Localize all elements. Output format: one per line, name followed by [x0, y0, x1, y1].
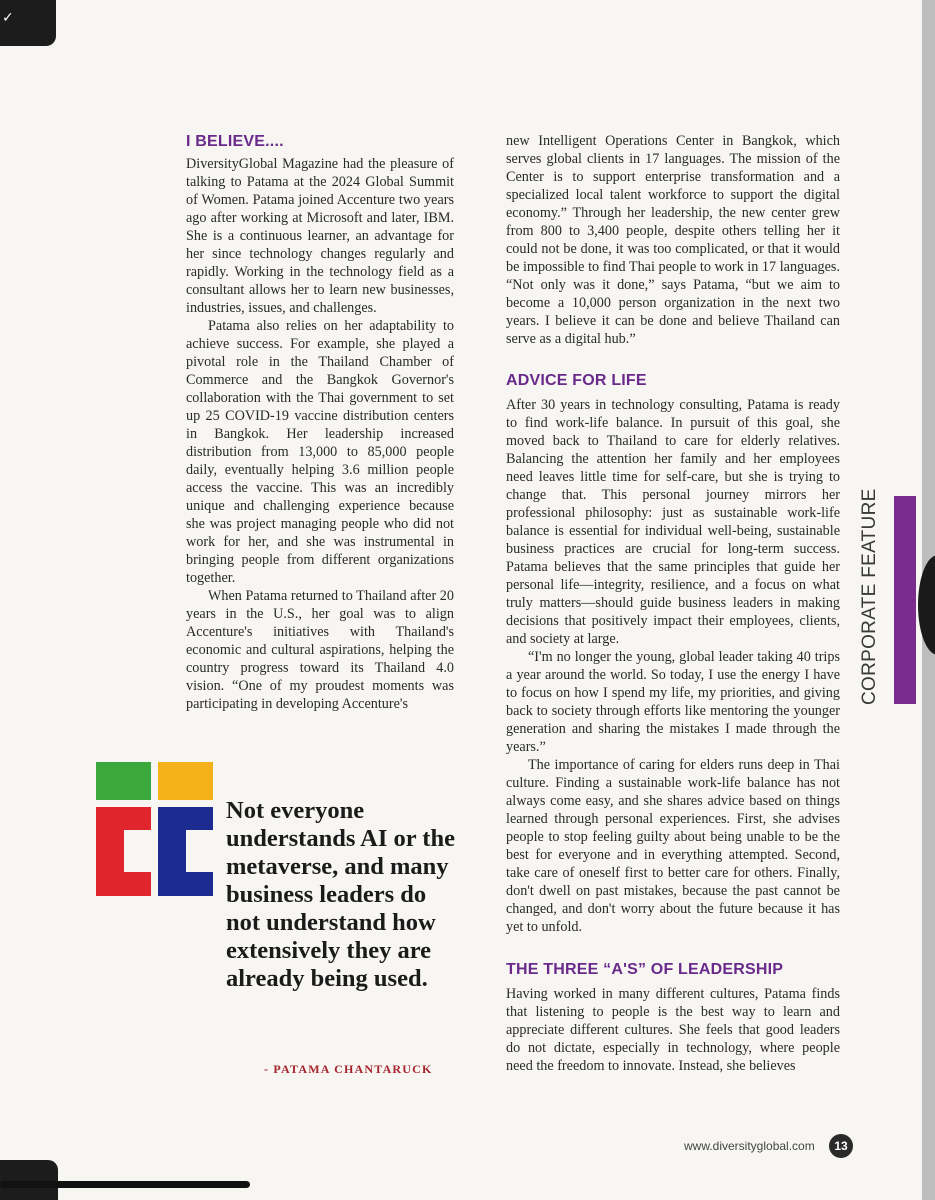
pull-quote-text: Not everyone understands AI or the metaverse, and many business leaders do not understand how extensively they are already being used.: [226, 797, 455, 992]
paragraph: Having worked in many different cultures, Patama finds that listening to people is the best way to learn and appreciate different cultures. She feels that good leaders do not dictate, especially in technology, where people need the freedom to innovate. Instead, she believes: [506, 986, 840, 1074]
paragraph: After 30 years in technology consulting, Patama is ready to find work-life balance. In pursuit of this goal, she moved back to Thailand to care for elderly relatives. Balancing the attention her family and her employees need leaves little time for self-care, but she is trying to change that. This personal journey mirrors her professional philosophy: just as sustainable work-life balance is essential for individual well-being, sustainable business practices are crucial for long-term success. Patama believes that the same principles that guide her personal life—integrity, resilience, and a focus on what truly matters—should guide business leaders in making decisions that positively impact their employees, clients, and society at large.: [506, 397, 840, 647]
quote-mark-icon: [96, 762, 216, 900]
bottom-left-control[interactable]: [0, 1160, 58, 1200]
side-color-bar: [894, 496, 916, 704]
paragraph: The importance of caring for elders runs deep in Thai culture. Finding a sustainable work-life balance has not always come easy, and she shares advice based on things learned through personal experiences. First, she advises people to stop feeling guilty about being unable to be the best for everyone and in everything attempted. Second, take care of oneself first to better care for others. Finally, don't dwell on past mistakes, because the past cannot be changed, and don't worry about the future because it has yet to unfold.: [506, 757, 840, 935]
heading-three-as: THE THREE “A'S” OF LEADERSHIP: [506, 961, 784, 978]
edge-tab: [918, 555, 935, 655]
paragraph: Patama also relies on her adaptability to achieve success. For example, she played a pivotal role in the Thailand Chamber of Commerce and the Bangkok Governor's collaboration with the Thai government to set up 25 COVID-19 vaccine distribution centers in Bangkok. Her leadership increased distribution from 13,000 to 85,000 people daily, eventually helping 3.6 million people access the vaccine. This was an incredibly unique and challenging experience because she was project managing people who did not work for her, and she was instrumental in bringing people from different organizations together.: [186, 318, 454, 586]
paragraph: DiversityGlobal Magazine had the pleasure of talking to Patama at the 2024 Global Summit of Women. Patama joined Accenture two years ago after working at Microsoft and later, IBM. She is a continuous learner, an advantage for her since technology changes regularly and rapidly. Working in the technology field as a consultant allows her to learn new businesses, industries, issues, and challenges.: [186, 156, 454, 316]
paragraph: “I'm no longer the young, global leader taking 40 trips a year around the world. So today, I use the energy I have to focus on how I spend my life, my priorities, and giving back to society through efforts like mentoring the younger generation and sharing the mistakes I made through the years.”: [506, 649, 840, 755]
column-right-top: [506, 132, 840, 348]
column-left: [186, 155, 454, 713]
check-icon: ✓: [2, 10, 14, 26]
column-right-three: [506, 985, 840, 1075]
pull-quote-attribution: - PATAMA CHANTARUCK: [264, 1062, 433, 1076]
paragraph: new Intelligent Operations Center in Bangkok, which serves global clients in 17 languages. The mission of the Center is to support enterprise transformation and a specialized local talent workforce to support the digital economy.” Through her leadership, the new center grew from 800 to 3,400 people, despite others telling her it could not be done, it was too complicated, or that it would be impossible to find Thai people to work in 17 languages. “Not only was it done,” says Patama, “but we aim to become a 10,000 person organization in the next two years. I believe it can be done and believe Thailand can serve as a digital hub.”: [506, 133, 840, 347]
top-left-button[interactable]: [0, 0, 56, 46]
page-number: 13: [829, 1134, 853, 1158]
section-label: CORPORATE FEATURE: [859, 488, 880, 705]
horizontal-scrollbar[interactable]: [0, 1181, 250, 1188]
paragraph: When Patama returned to Thailand after 20 years in the U.S., her goal was to align Accenture's initiatives with Thailand's economic and cultural aspirations, helping the country progress toward its Thailand 4.0 vision. “One of my proudest moments was participating in developing Accenture's: [186, 588, 454, 712]
heading-i-believe: I BELIEVE....: [186, 133, 284, 150]
heading-advice-for-life: ADVICE FOR LIFE: [506, 372, 647, 389]
column-right-advice: [506, 396, 840, 936]
footer-url: www.diversityglobal.com: [684, 1139, 815, 1153]
